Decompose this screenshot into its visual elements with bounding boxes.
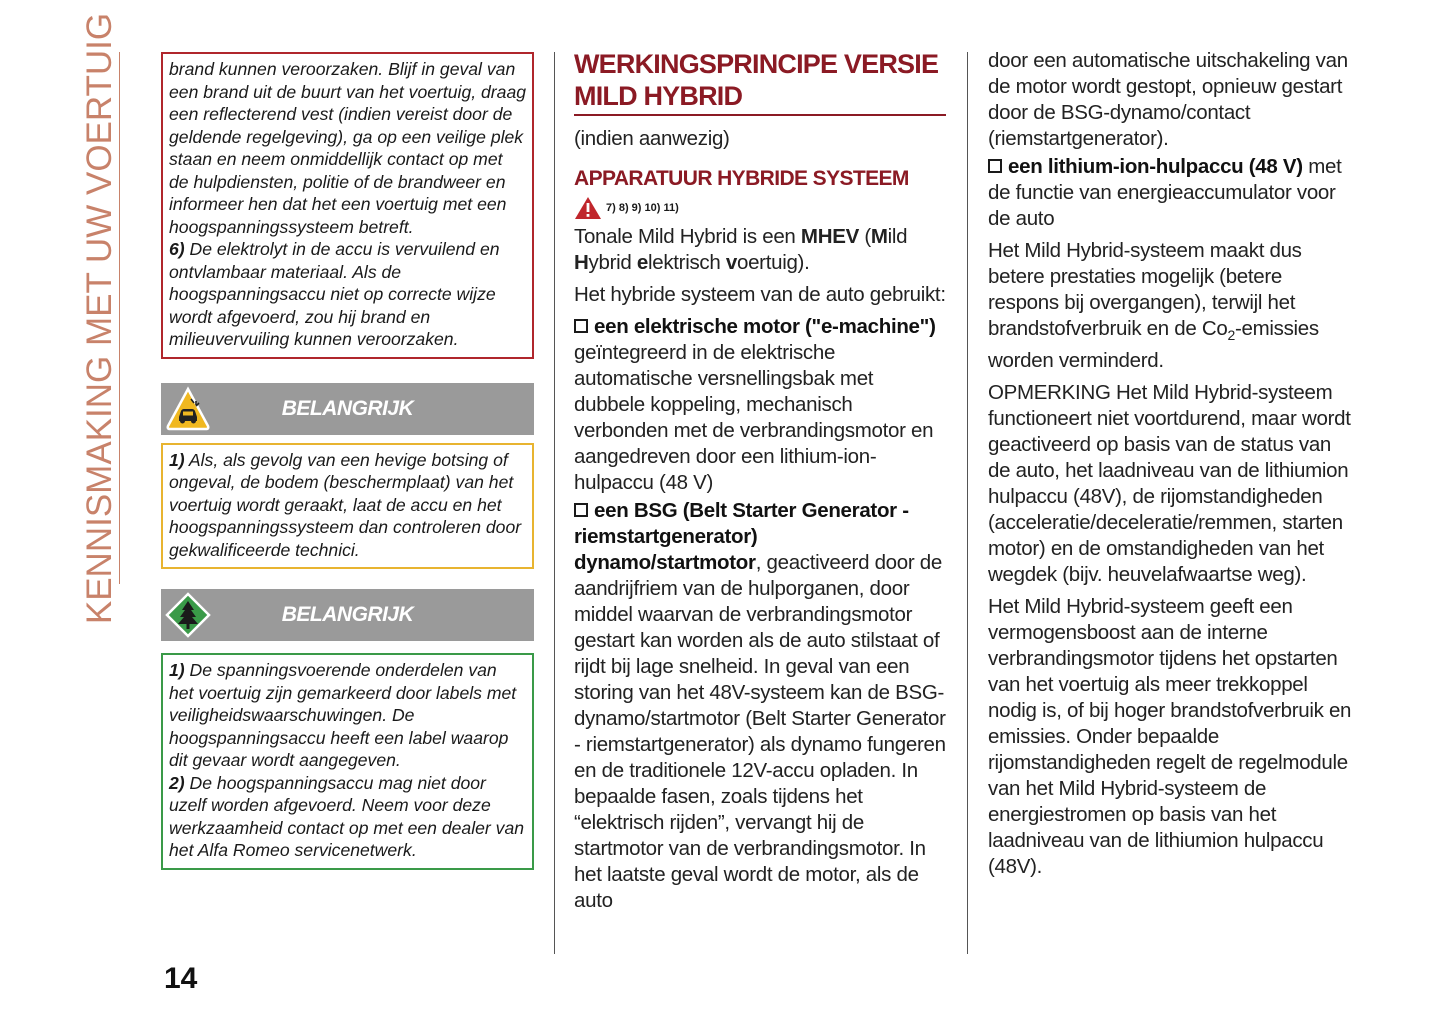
list-item-title: een lithium-ion-hulpaccu (48 V): [1008, 155, 1303, 178]
note-text: Als, als gevolg van een hevige botsing of ongeval, de bodem (beschermplaat) van het voertuig wordt geraakt, laat de accu en het hoogspanningssysteem dan controleren door gekwalificeerde technici.: [169, 449, 522, 560]
danger-box-text: [169, 58, 526, 238]
important-box-green: [161, 653, 534, 870]
side-title: [78, 12, 122, 624]
list-item-title: een BSG (Belt Starter Generator - riemstartgenerator) dynamo/startmotor: [574, 499, 909, 574]
text-bold: H: [574, 251, 589, 274]
text: ybrid: [588, 251, 637, 274]
text: (: [858, 225, 871, 248]
paragraph-boost: Het Mild Hybrid-systeem geeft een vermogensboost aan de interne verbrandingsmotor tijdens het opstarten van het voertuig als meer trekkoppel nodig is, of bij hoger brandstofverbruik en emissies. Onder bepaalde rijomstandigheden regelt de regelmodule van het Mild Hybrid-systeem de energiestromen op basis van het laadniveau van de lithiumion hulpaccu (48V).: [988, 595, 1352, 879]
green-note-2: [169, 772, 526, 862]
subheading: APPARATUUR HYBRIDE SYSTEEM: [574, 167, 909, 190]
important-label-1: BELANGRIJK: [281, 396, 414, 420]
list-item-battery: [988, 154, 1358, 232]
text-bold: MHEV: [800, 225, 859, 248]
text: lektrisch: [647, 251, 726, 274]
note-text: De spanningsvoerende onderdelen van het voertuig zijn gemarkeerd door labels met veiligheidswaarschuwingen. De hoogspanningsaccu heeft een label waarop dit gevaar wordt aangegeven.: [169, 660, 517, 770]
paragraph-system: Het hybride systeem van de auto gebruikt:: [574, 283, 946, 306]
important-bar-2: [161, 589, 534, 641]
list-item-text: , geactiveerd door de aandrijfriem van de hulporganen, door middel waarvan de verbrandingsmotor gestart kan worden als de auto stilstaat of rijdt bij lage snelheid. In geval van een storing van het 48V-systeem kan de BSG-dynamo/startmotor (Belt Starter Generator - riemstartgenerator) als dynamo fungeren en de traditionele 12V-accu opladen. In bepaalde fasen, zoals tijdens het “elektrisch rijden”, vervangt hij de startmotor van de verbrandingsmotor. In het laatste geval wordt de motor, als de auto: [574, 551, 946, 912]
note-text: De elektrolyt in de accu is vervuilend en ontvlambaar materiaal. Als de hoogspanningsaccu niet op correcte wijze wordt afgevoerd, zou hij brand en milieuvervuiling kunnen veroorzaken.: [169, 239, 500, 349]
note-number: 1): [169, 660, 185, 680]
list-item-text: geïntegreerd in de elektrische automatische versnellingsbak met dubbele koppeling, mechanisch verbonden met de verbrandingsmotor en aangedreven door een lithium-ion-hulpaccu (48 V): [574, 341, 934, 494]
paragraph-mhev: [574, 224, 946, 276]
text: ild: [887, 225, 908, 248]
text: oertuig).: [736, 251, 810, 274]
list-item-title: een elektrische motor ("e-machine"): [594, 315, 936, 338]
green-note-1: [169, 659, 526, 772]
section-heading: WERKINGSPRINCIPE VERSIE MILD HYBRID: [574, 49, 939, 111]
side-title-text: KENNISMAKING MET UW VOERTUIG: [80, 12, 120, 624]
list-item-bsg: [574, 498, 946, 914]
column-divider-1: [554, 52, 555, 954]
checkbox-icon: [574, 503, 588, 517]
paragraph-performance: [988, 238, 1358, 374]
important-box-yellow: [161, 443, 534, 570]
paragraph-note: OPMERKING Het Mild Hybrid-systeem functioneert niet voortdurend, maar wordt geactiveerd op basis van de status van de auto, het laadniveau van de lithiumion hulpaccu (48V), de rijomstandigheden (acceleratie/deceleratie/remmen, starten motor) en de omstandigheden van het wegdek (bijv. heuvelafwaartse weg).: [988, 381, 1351, 587]
side-rule: [119, 52, 120, 584]
note-number: 6): [169, 239, 185, 259]
danger-box-body: brand kunnen veroorzaken. Blijf in geval van een brand uit de buurt van het voertuig, draag een reflecterend vest (indien vereist door de geldende regelgeving), ga op een veilige plek staan en neem onmiddellijk contact op met de hulpdiensten, politie of de brandweer en informeer hen dat het een voertuig met een hoogspanningssysteem betreft.: [169, 59, 527, 237]
list-item-emachine: [574, 314, 946, 496]
text: Het Mild Hybrid-systeem maakt dus betere prestaties mogelijk (betere respons bij overgangen), terwijl het brandstofverbruik en de Co: [988, 239, 1302, 340]
danger-box-note: [169, 238, 526, 351]
important-bar-1: [161, 383, 534, 435]
page-number: 14: [164, 962, 198, 995]
warning-triangle-icon: [574, 196, 602, 220]
checkbox-icon: [988, 159, 1002, 173]
column-3: [988, 48, 1358, 880]
column-1: [161, 52, 534, 870]
checkbox-icon: [574, 319, 588, 333]
text-bold: e: [636, 251, 648, 274]
text: -emissies worden verminderd.: [988, 317, 1319, 373]
text-bold: M: [870, 225, 888, 248]
subscript: 2: [1227, 327, 1235, 344]
column-divider-2: [967, 52, 968, 954]
heading-rule: [574, 114, 946, 116]
text: Tonale Mild Hybrid is een: [574, 225, 801, 248]
list-item-text: met de functie van energieaccumulator voor de auto: [988, 155, 1342, 230]
column-2: [574, 48, 946, 914]
yellow-note: [169, 449, 526, 562]
note-text: De hoogspanningsaccu mag niet door uzelf worden afgevoerd. Neem voor deze werkzaamheid contact op met een dealer van het Alfa Romeo servicenetwerk.: [169, 772, 525, 860]
warning-refs: [574, 196, 946, 220]
note-number: 1): [169, 449, 185, 470]
availability-note: (indien aanwezig): [574, 127, 730, 150]
danger-box: [161, 52, 534, 359]
important-label-2: BELANGRIJK: [281, 603, 414, 626]
paragraph-continued: door een automatische uitschakeling van de motor wordt gestopt, opnieuw gestart door de BSG-dynamo/contact (riemstartgenerator).: [988, 49, 1348, 150]
note-number: 2): [169, 772, 185, 793]
text-bold: v: [725, 251, 737, 274]
warning-refs-text: 7) 8) 9) 10) 11): [606, 202, 679, 214]
